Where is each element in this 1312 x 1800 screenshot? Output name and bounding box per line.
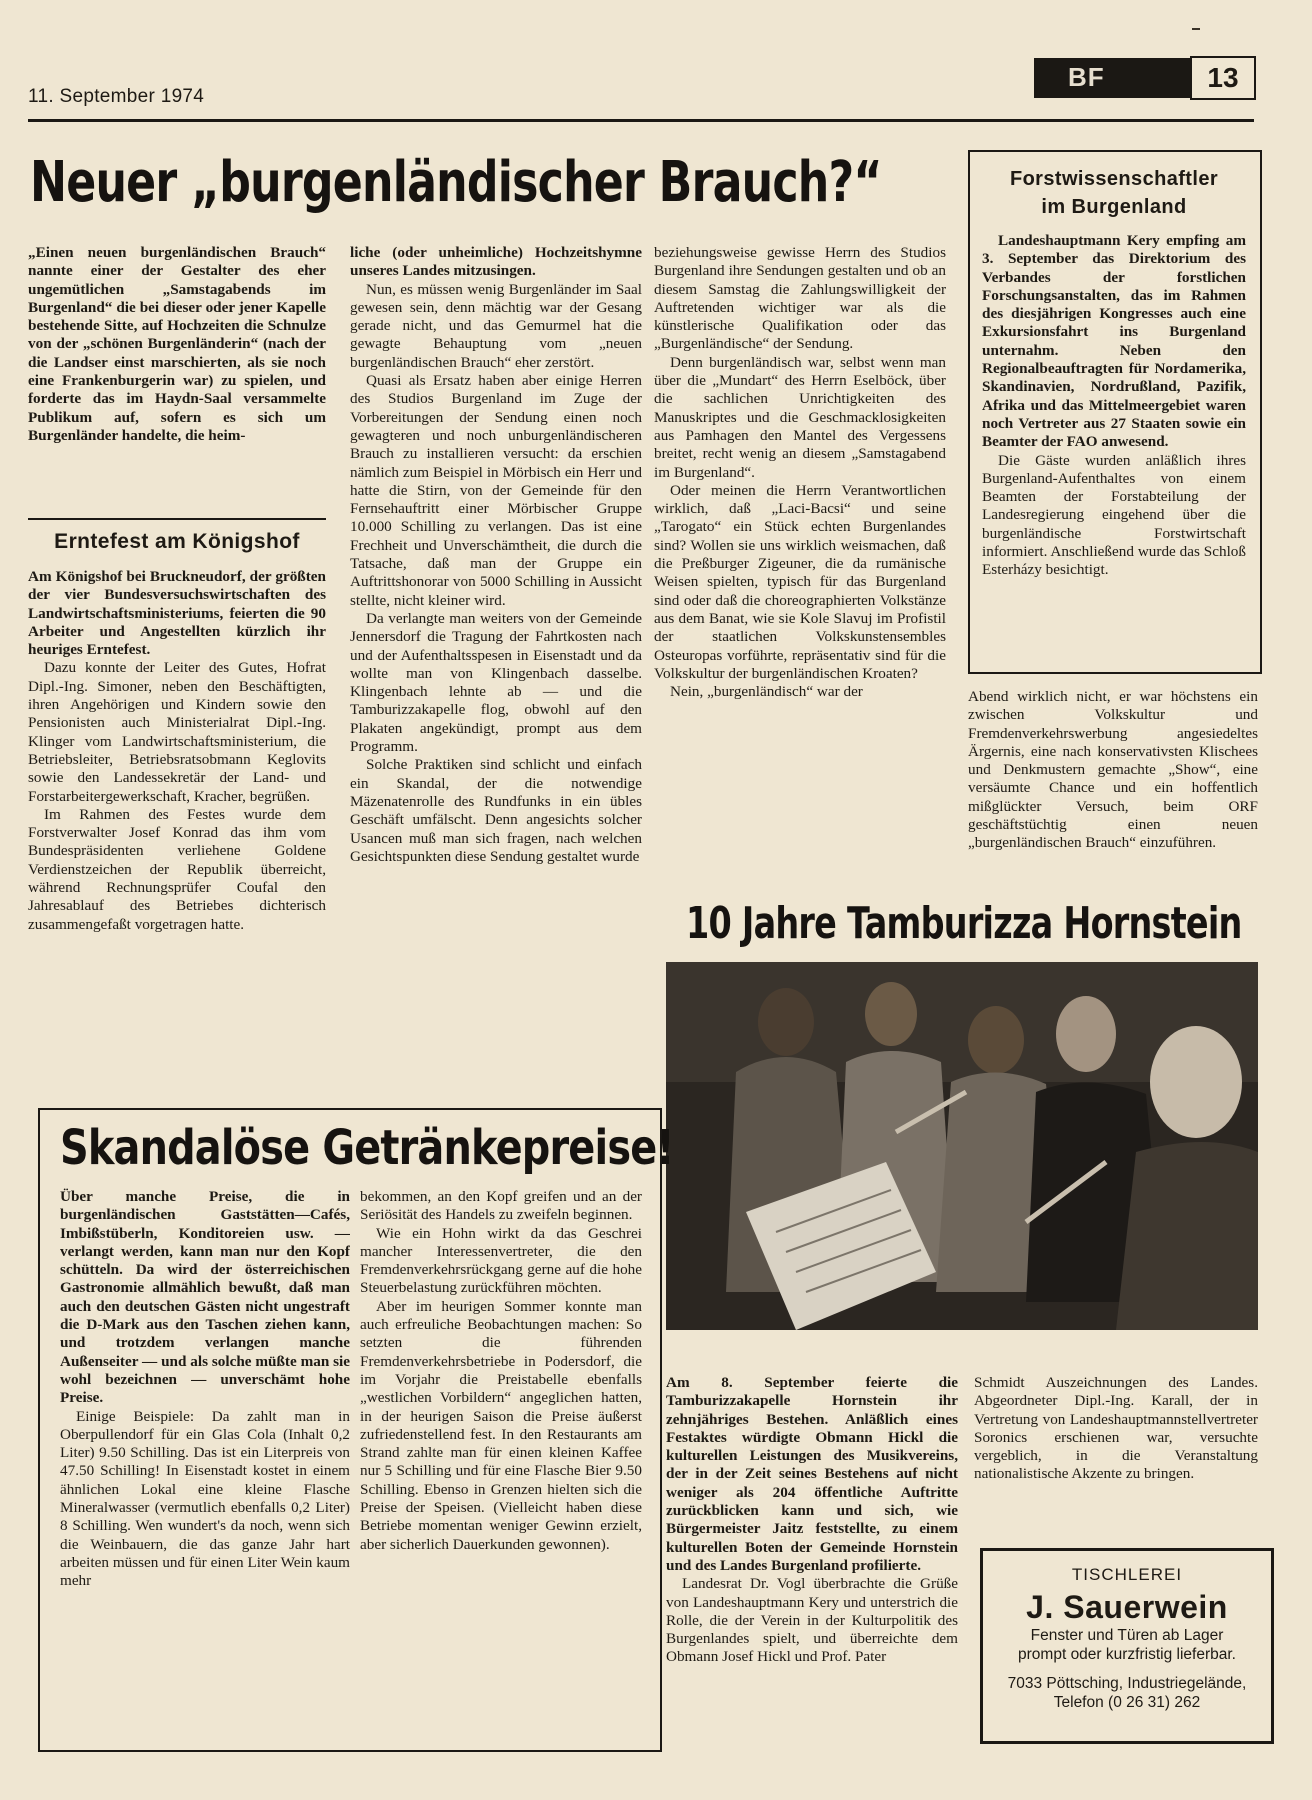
ad-phone: Telefon (0 26 31) 262 bbox=[1053, 1694, 1201, 1711]
tamburizza-column-2 bbox=[974, 1374, 1258, 1534]
print-mark bbox=[1192, 28, 1200, 30]
paragraph: Nun, es müssen wenig Burgenländer im Saal gewesen sein, denn mächtig war der Gesang gerade nicht, und das Gemurmel hat die gewagte Behauptung vom „neuen burgenländischen Brauch“ eher zerstört. bbox=[350, 280, 642, 371]
paragraph: liche (oder unheimliche) Hochzeitshymne unseres Landes mitzusingen. bbox=[350, 244, 642, 280]
main-column-1 bbox=[28, 244, 326, 514]
paragraph: Schmidt Auszeichnungen des Landes. Abgeordneter Dipl.-Ing. Karall, der in Vertretung von Landeshauptmannstellvertreter Soronics erschienen war, versuchte vergeblich, in die Veranstaltung nationalistische Akzente zu bringen. bbox=[974, 1374, 1258, 1483]
tamburizza-lead: Am 8. September feierte die Tamburizzakapelle Hornstein ihr zehnjähriges Bestehen. Anläßlich eines Festaktes würdigte Obmann Hickl die kulturellen Leistungen des Musikvereins, der in der Zeit seines Bestehens auf nicht weniger als 204 öffentliche Auftritte zurückblicken kann und sich, wie Bürgermeister Jaitz feststellte, zu einem kulturellen Boten der Gemeinde Hornstein und des Landes Burgenland profilierte. bbox=[666, 1374, 958, 1574]
section-label: BF bbox=[1068, 62, 1105, 92]
paragraph: Wie ein Hohn wirkt da das Geschrei mancher Interessenvertreter, die den Fremdenverkehrsrückgang gerne auf die hohe Steuerbelastung zurückführen möchten. bbox=[360, 1224, 642, 1297]
paragraph: Da verlangte man weiters von der Gemeinde Jennersdorf die Tragung der Fahrtkosten nach und der Aufenthaltsspesen in Eisenstadt und da wollte man von Klingenbach dasselbe. Klingenbach lehnte ab — und die Tamburizzakapelle flog, obwohl auf den Plakaten angekündigt, prompt aus dem Programm. bbox=[350, 609, 642, 756]
paragraph: Dazu konnte der Leiter des Gutes, Hofrat Dipl.-Ing. Simoner, neben den Beschäftigten, ihren Angehörigen und Kindern sowie den Pensionisten auch Ministerialrat Dipl.-Ing. Klinger vom Landwirtschaftsministerium, die Betriebsleiter, Betriebsratsobmann Keglovits sowie den Landessekretär der Land- und Forstarbeitergewerkschaft, Kracher, begrüßen. bbox=[28, 659, 326, 805]
page-number: 13 bbox=[1190, 56, 1256, 100]
ad-spacer bbox=[983, 1664, 1271, 1674]
ad-company-name: J. Sauerwein bbox=[1026, 1589, 1228, 1625]
photo-illustration bbox=[666, 962, 1258, 1330]
section-bar bbox=[1034, 58, 1190, 98]
ad-line-1: Fenster und Türen ab Lager bbox=[1030, 1627, 1224, 1644]
forst-lead: Landeshauptmann Kery empfing am 3. September das Direktorium des Verbandes der forstlichen Forschungsanstalten, das im Rahmen des diesjährigen Kongresses auch eine Exkursionsfahrt ins Burgenland unternahm. Neben den Regionalbeauftragten für Nordamerika, Skandinavien, Nordrußland, Pazifik, Afrika und das Mittelmeergebiet waren noch Vertreter aus 27 Staaten sowie ein Beamter der FAO anwesend. bbox=[982, 232, 1246, 451]
sauerwein-ad bbox=[980, 1548, 1274, 1744]
paragraph: Oder meinen die Herrn Verantwortlichen wirklich, daß „Laci-Bacsi“ und seine „Tarogato“ ein Stück echten Burgenlandes sind? Wollen sie uns wirklich weismachen, daß die Preßburger Zigeuner, die da rumänische Weisen spielten, typisch für das Burgenland sind oder daß die choreographierten Volkstänze aus dem Banat, wie sie Kole Slavuj im Profistil der staatlichen Volkskunstensembles Osteuropas vorführte, repräsentativ sind für die Volkskultur der burgenländischen Kroaten? bbox=[654, 481, 946, 682]
paragraph: Nein, „burgenländisch“ war der bbox=[670, 683, 863, 701]
masthead-rule bbox=[28, 119, 1254, 122]
skandal-headline: Skandalöse Getränkepreise! bbox=[60, 1120, 674, 1176]
paragraph: Landesrat Dr. Vogl überbrachte die Grüße von Landeshauptmann Kery und unterstrich die Rolle, die der Verein in der Kulturpolitik des Burgenlandes spielt, und überreichte dem Obmann Josef Hickl und Prof. Pater bbox=[666, 1575, 958, 1666]
issue-date: 11. September 1974 bbox=[28, 86, 205, 107]
tamburizza-photo bbox=[666, 962, 1258, 1330]
ad-address: 7033 Pöttsching, Industriegelände, bbox=[1007, 1675, 1247, 1692]
ad-line-2: prompt oder kurzfristig lieferbar. bbox=[1018, 1646, 1236, 1663]
paragraph: Quasi als Ersatz haben aber einige Herren des Studios Burgenland im Zuge der Vorbereitungen der Sendung einen noch gewagteren und noch unburgenländischeren Brauch zu installieren versucht: da erschien nämlich zum Beispiel in Mörbisch ein Herr und hatte die Stirn, von der Gemeinde für den Fernsehauftritt einer Mörbischer Gruppe 10.000 Schilling zu verlangen. Das ist eine Frechheit und Unverschämtheit, die durch die Tatsache, daß man der Gruppe ein Auftrittshonorar von 5000 Schilling in Aussicht stellte, nicht kleiner wird. bbox=[350, 372, 642, 609]
paragraph: „Einen neuen burgenländischen Brauch“ nannte einer der Gestalter des eher ungemütlichen „Samstagabends im Burgenland“ die bei dieser oder jener Kapelle bestehende Sitte, auf Hochzeiten die Schnulze von der „schönen Burgenländerin“ (nach der die Landser einst marschierten, als sie noch eine Frankenburgerin war) zu spielen, und forderte das im Haydn-Saal versammelte Publikum auf, sofern es sich um Burgenländer handelte, die heim- bbox=[28, 244, 326, 444]
paragraph: beziehungsweise gewisse Herrn des Studios Burgenland ihre Sendungen gestalten und ob an diesem Samstag die Zahlungswilligkeit der Auftretenden wichtiger war als die künstlerische Qualifikation oder das „Burgenländische“ der Sendung. bbox=[654, 244, 946, 353]
paragraph: Abend wirklich nicht, er war höchstens ein zwischen Volkskultur und Fremdenverkehrswerbung angesiedeltes Ärgernis, eine nach konservativsten Klischees und Denkmustern gemachte „Show“, eine versäumte Chance und ein hoffentlich mißglückter Versuch, beim ORF geschäftstüchtig einen neuen „burgenländischen Brauch“ einzuführen. bbox=[968, 688, 1258, 852]
forst-body bbox=[982, 232, 1246, 662]
skandal-column-1 bbox=[60, 1188, 350, 1740]
paragraph: Die Gäste wurden anläßlich ihres Burgenland-Aufenthaltes von einem Beamten der Forstabteilung der Landesregierung eingehend über die burgenländische Forstwirtschaft informiert. Anschließend wurde das Schloß Esterházy besichtigt. bbox=[982, 451, 1246, 579]
paragraph: Solche Praktiken sind schlicht und einfach ein Skandal, der die notwendige Mäzenatenrolle des Rundfunks in ein übles Geschäft umfälscht. Denn angesichts solcher Usancen muß man sich fragen, nach welchen Gesichtspunkten diese Sendung gestaltet wurde bbox=[350, 756, 642, 865]
tamburizza-column-1 bbox=[666, 1374, 958, 1744]
main-column-4 bbox=[968, 688, 1258, 888]
tamburizza-headline: 10 Jahre Tamburizza Hornstein bbox=[686, 898, 1242, 949]
paragraph: Aber im heurigen Sommer konnte man auch erfreuliche Beobachtungen machen: So setzten die führenden Fremdenverkehrsbetriebe in Podersdorf, die im Vorjahr die Preistabelle ebenfalls „westlichen Vorbildern“ angeglichen hatten, in der heurigen Saison die Preise äußerst zufriedenstellend fest. In den Restaurants am Strand zahlte man für einen kleinen Kaffee nur 5 Schilling und für eine Flasche Bier 9.50 Schilling. Ebenso in Grenzen hielten sich die Preise der Speisen. (Vielleicht haben diese Betriebe momentan weniger Gewinn erzielt, aber sicherlich Dauerkunden gewonnen). bbox=[360, 1297, 642, 1553]
main-column-2 bbox=[350, 244, 642, 1096]
divider bbox=[28, 518, 326, 520]
main-column-3 bbox=[654, 244, 946, 884]
skandal-column-2 bbox=[360, 1188, 642, 1740]
paragraph: Einige Beispiele: Da zahlt man in Oberpullendorf für ein Glas Cola (Inhalt 0,2 Liter) 9.50 Schilling. Das ist ein Literpreis von 47.50 Schilling! In Eisenstadt kostet in einem ähnlichen Lokal eine kleine Flasche Mineralwasser (vermutlich ebenfalls 0,2 Liter) 8 Schilling. Wen wundert's da noch, wenn sich die Weinbauern, die das ganze Jahr hart arbeiten müssen und für einen Liter Wein kaum mehr bbox=[60, 1407, 350, 1590]
ad-heading: TISCHLEREI bbox=[1071, 1565, 1183, 1584]
forst-title-1: Forstwissenschaftler bbox=[1009, 168, 1219, 190]
forst-title-2: im Burgenland bbox=[1041, 196, 1187, 218]
paragraph: bekommen, an den Kopf greifen und an der Seriösität des Handels zu zweifeln beginnen. bbox=[360, 1188, 642, 1224]
erntefest-title: Erntefest am Königshof bbox=[54, 530, 300, 553]
skandal-lead: Über manche Preise, die in burgenländischen Gaststätten—Cafés, Imbißstüberln, Konditoreien usw. — verlangt werden, kann man nur den Kopf schütteln. Da wird der österreichischen Gastronomie allmählich bewußt, daß man auch den deutschen Gästen nicht ungestraft die D-Mark aus den Taschen ziehen kann, und trotzdem verlangen manche Außenseiter — und als solche müßte man sie wohl bezeichnen — unverschämt hohe Preise. bbox=[60, 1188, 350, 1407]
erntefest-body bbox=[28, 568, 326, 1096]
main-headline: Neuer „burgenländischer Brauch?“ bbox=[30, 150, 882, 215]
paragraph: Denn burgenländisch war, selbst wenn man über die „Mundart“ des Herrn Eselböck, über die sachlichen Unrichtigkeiten des Manuskriptes und die Geschmacklosigkeiten aus Pamhagen den Mantel des Vergessens breitet, recht wenig an diesem „Samstagabend im Burgenland“. bbox=[654, 353, 946, 481]
paragraph: Im Rahmen des Festes wurde dem Forstverwalter Josef Konrad das ihm vom Bundespräsidenten verliehene Goldene Verdienstzeichen der Republik überreicht, während Rechnungsprüfer Coufal den Jahresablauf des Betriebes dichterisch zusammengefaßt vorgetragen hatte. bbox=[28, 805, 326, 933]
erntefest-lead: Am Königshof bei Bruckneudorf, der größten der vier Bundesversuchswirtschaften des Landwirtschaftsministeriums, feierten die 90 Arbeiter und Angestellten kürzlich ihr heuriges Erntefest. bbox=[28, 568, 326, 659]
